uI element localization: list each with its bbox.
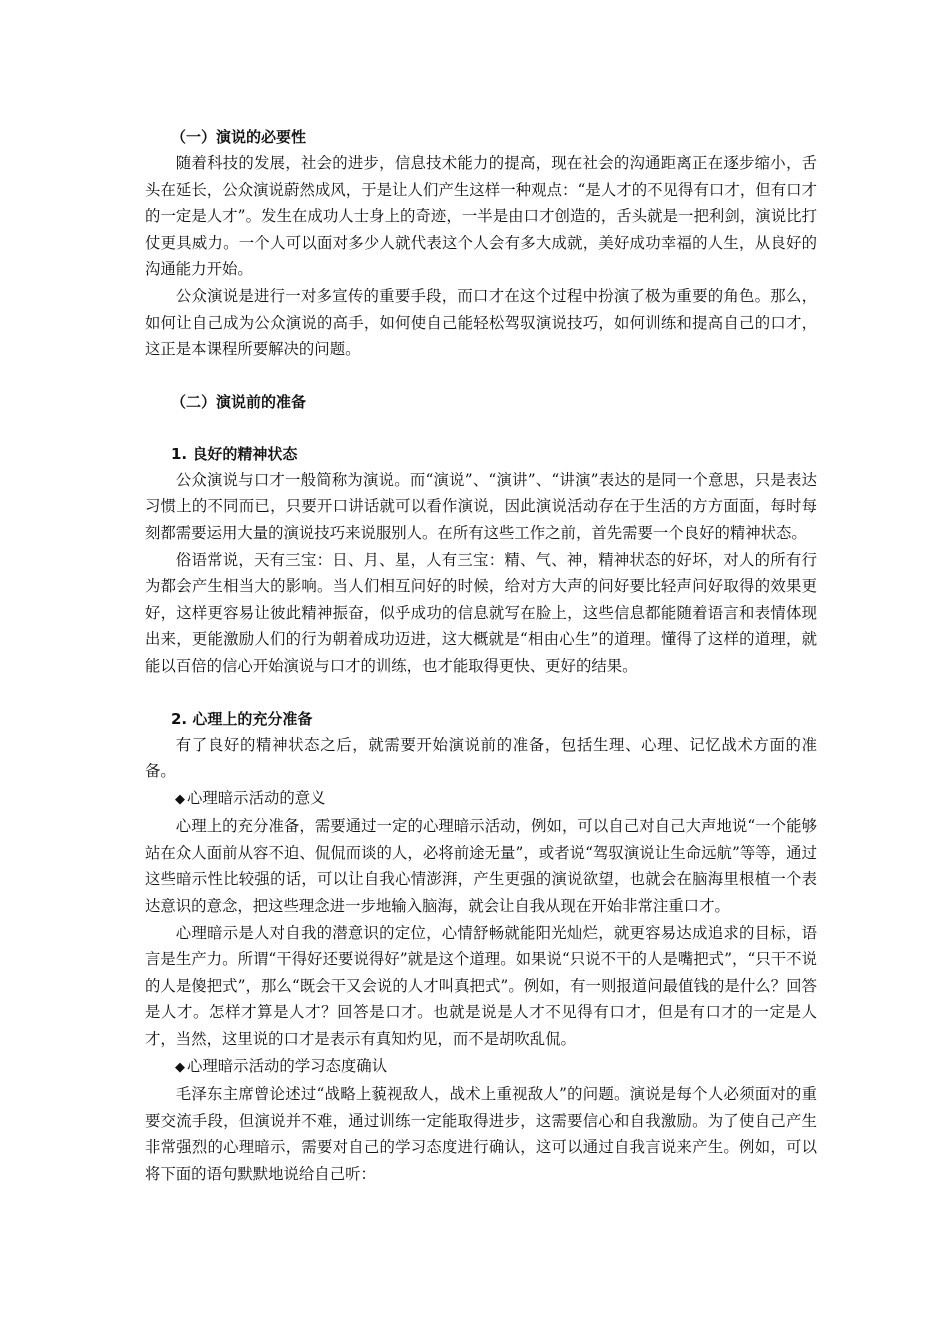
paragraph: 心理上的充分准备，需要通过一定的心理暗示活动，例如，可以自己对自己大声地说“一个能够站在众人面前从容不迫、侃侃而谈的人，必将前途无量”，或者说“驾驭演说让生命远航”等等，通过这些暗示性比较强的话，可以让自我心情澎湃，产生更强的演说欲望，也就会在脑海里根植一个表达意识的意念，把这些理念进一步地输入脑海，就会让自我从现在开始非常注重口才。 bbox=[145, 817, 817, 916]
document-page bbox=[145, 124, 817, 1188]
bullet-label: 心理暗示活动的意义 bbox=[187, 788, 326, 807]
paragraph: 公众演说与口才一般简称为演说。而“演说”、“演讲”、“讲演”表达的是同一个意思，只是表达习惯上的不同而已，只要开口讲话就可以看作演说，因此演说活动存在于生活的方方面面，每时每刻都需要运用大量的演说技巧来说服别人。在所有这些工作之前，首先需要一个良好的精神状态。 bbox=[145, 470, 817, 542]
paragraph: 毛泽东主席曾论述过“战略上藐视敌人，战术上重视敌人”的问题。演说是每个人必须面对的重要交流手段，但演说并不难，通过训练一定能取得进步，这需要信心和自我激励。为了使自己产生非常强烈的心理暗示，需要对自己的学习态度进行确认，这可以通过自我言说来产生。例如，可以将下面的语句默默地说给自己听： bbox=[145, 1085, 817, 1183]
bullet-item-meaning bbox=[145, 785, 817, 814]
section-heading-preparation: （二）演说前的准备 bbox=[171, 392, 307, 411]
diamond-bullet-icon: ◆ bbox=[175, 791, 185, 807]
bullet-item-attitude bbox=[145, 1053, 817, 1082]
paragraph: 俗语常说，天有三宝：日、月、星，人有三宝：精、气、神，精神状态的好坏，对人的所有行为都会产生相当大的影响。当人们相互问好的时候，给对方大声的问好要比轻声问好取得的效果更好，这样更容易让彼此精神振奋，似乎成功的信息就写在脸上，这些信息都能随着语言和表情体现出来，更能激励人们的行为朝着成功迈进，这大概就是“相由心生”的道理。懂得了这样的道理，就能以百倍的信心开始演说与口才的训练，也才能取得更快、更好的结果。 bbox=[145, 550, 817, 675]
diamond-bullet-icon: ◆ bbox=[175, 1059, 185, 1075]
subsection-heading-psychological-prep: 2. 心理上的充分准备 bbox=[171, 709, 313, 728]
paragraph: 公众演说是进行一对多宣传的重要手段，而口才在这个过程中扮演了极为重要的角色。那么，如何让自己成为公众演说的高手，如何使自己能轻松驾驭演说技巧，如何训练和提高自己的口才，这正是本课程所要解决的问题。 bbox=[145, 286, 817, 359]
paragraph: 心理暗示是人对自我的潜意识的定位，心情舒畅就能阳光灿烂，就更容易达成追求的目标，语言是生产力。所谓“干得好还要说得好”就是这个道理。如果说“只说不干的人是嘴把式”，“只干不说的人是傻把式”，那么“既会干又会说的人才叫真把式”。例如，有一则报道问最值钱的是什么？回答是人才。怎样才算是人才？回答是口才。也就是说是人才不见得有口才，但是有口才的一定是人才，当然，这里说的口才是表示有真知灼见，而不是胡吹乱侃。 bbox=[145, 923, 817, 1049]
bullet-label: 心理暗示活动的学习态度确认 bbox=[187, 1056, 388, 1075]
section-heading-necessity: （一）演说的必要性 bbox=[171, 128, 307, 146]
paragraph: 有了良好的精神状态之后，就需要开始演说前的准备，包括生理、心理、记忆战术方面的准备。 bbox=[145, 735, 817, 781]
paragraph: 随着科技的发展，社会的进步，信息技术能力的提高，现在社会的沟通距离正在逐步缩小，舌头在延长，公众演说蔚然成风，于是让人们产生这样一种观点：“是人才的不见得有口才，但有口才的一定是人才”。发生在成功人士身上的奇迹，一半是由口才创造的，舌头就是一把利剑，演说比打仗更具威力。一个人可以面对多少人就代表这个人会有多大成就，美好成功幸福的人生，从良好的沟通能力开始。 bbox=[145, 154, 817, 279]
subsection-heading-mental-state: 1. 良好的精神状态 bbox=[171, 444, 298, 463]
